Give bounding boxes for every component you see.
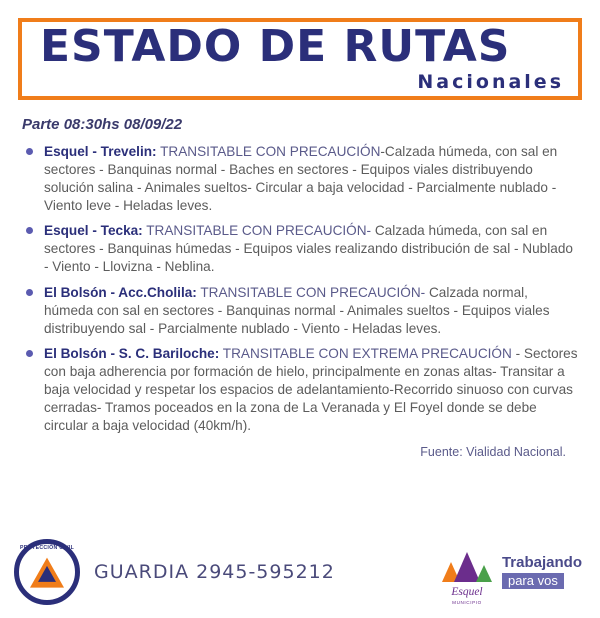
civil-defense-logo-icon bbox=[14, 539, 80, 605]
route-status: TRANSITABLE CON PRECAUCIÓN- bbox=[196, 284, 426, 300]
source-note: Fuente: Vialidad Nacional. bbox=[420, 445, 566, 460]
page-subtitle: Nacionales bbox=[417, 71, 564, 93]
logo-triangle-inner bbox=[38, 566, 56, 582]
header-banner bbox=[18, 18, 582, 100]
list-item bbox=[26, 143, 578, 215]
slogan-line-1: Trabajando bbox=[501, 554, 582, 572]
bullet-icon bbox=[26, 350, 33, 357]
logo-ring-text: PROTECCIÓN CIVIL bbox=[19, 545, 75, 551]
bullet-icon bbox=[26, 148, 33, 155]
list-item bbox=[26, 284, 578, 338]
route-detail: - Sectores con baja adherencia por formación de hielo, principalmente en zonas altas- Transitar a baja velocidad y respetar los espacios de adelantamiento-Recorrido sinuoso con curvas cerradas- Tramos poceados en la zona de La Veranada y El Foyel donde se debe circular a baja velocidad (40km/h). bbox=[44, 345, 578, 434]
route-status: TRANSITABLE CON EXTREMA PRECAUCIÓN bbox=[219, 345, 512, 361]
esquel-submark: MUNICIPIO bbox=[452, 600, 482, 605]
route-status: TRANSITABLE CON PRECAUCIÓN- bbox=[142, 223, 372, 239]
route-detail: Calzada normal, húmeda con sal en sectores - Banquinas normal - Animales sueltos - Equipos viales distribuyendo sal - Parcialmente nublado - Viento - Heladas leves. bbox=[44, 284, 550, 336]
footer-right bbox=[440, 546, 582, 605]
route-list bbox=[26, 143, 578, 435]
bullet-icon bbox=[26, 289, 33, 296]
list-item bbox=[26, 222, 578, 276]
footer-left bbox=[14, 539, 440, 605]
poster-root bbox=[0, 18, 600, 618]
footer bbox=[0, 526, 600, 618]
route-name: El Bolsón - Acc.Cholila: bbox=[44, 284, 197, 300]
bullet-icon bbox=[26, 227, 33, 234]
route-name: Esquel - Trevelin: bbox=[44, 144, 157, 159]
report-date: Parte 08:30hs 08/09/22 bbox=[22, 116, 183, 133]
guardia-phone: GUARDIA 2945-595212 bbox=[94, 561, 335, 583]
route-detail: -Calzada húmeda, con sal en sectores - Banquinas normal - Baches en sectores - Equipos viales distribuyendo solución salina - Animales sueltos- Circular a baja velocidad - Parcialmente nublado - Viento leve - Heladas leves. bbox=[44, 144, 558, 214]
route-name: El Bolsón - S. C. Bariloche: bbox=[44, 345, 220, 361]
logo-mountain-green bbox=[476, 565, 492, 582]
page-title: ESTADO DE RUTAS bbox=[40, 21, 511, 72]
trabajando-slogan bbox=[502, 555, 582, 588]
route-status: TRANSITABLE CON PRECAUCIÓN bbox=[156, 144, 381, 159]
route-name: Esquel - Tecka: bbox=[44, 223, 143, 239]
route-detail: Calzada húmeda, con sal en sectores - Banquinas húmedas - Equipos viales realizando distribución de sal - Nublado - Viento - Llovizna - Neblina. bbox=[44, 223, 573, 275]
slogan-line-2: para vos bbox=[502, 573, 564, 589]
header-inner bbox=[32, 22, 568, 96]
esquel-wordmark: Esquel bbox=[451, 586, 483, 598]
esquel-municipality-logo-icon bbox=[440, 546, 494, 605]
list-item bbox=[26, 345, 578, 435]
